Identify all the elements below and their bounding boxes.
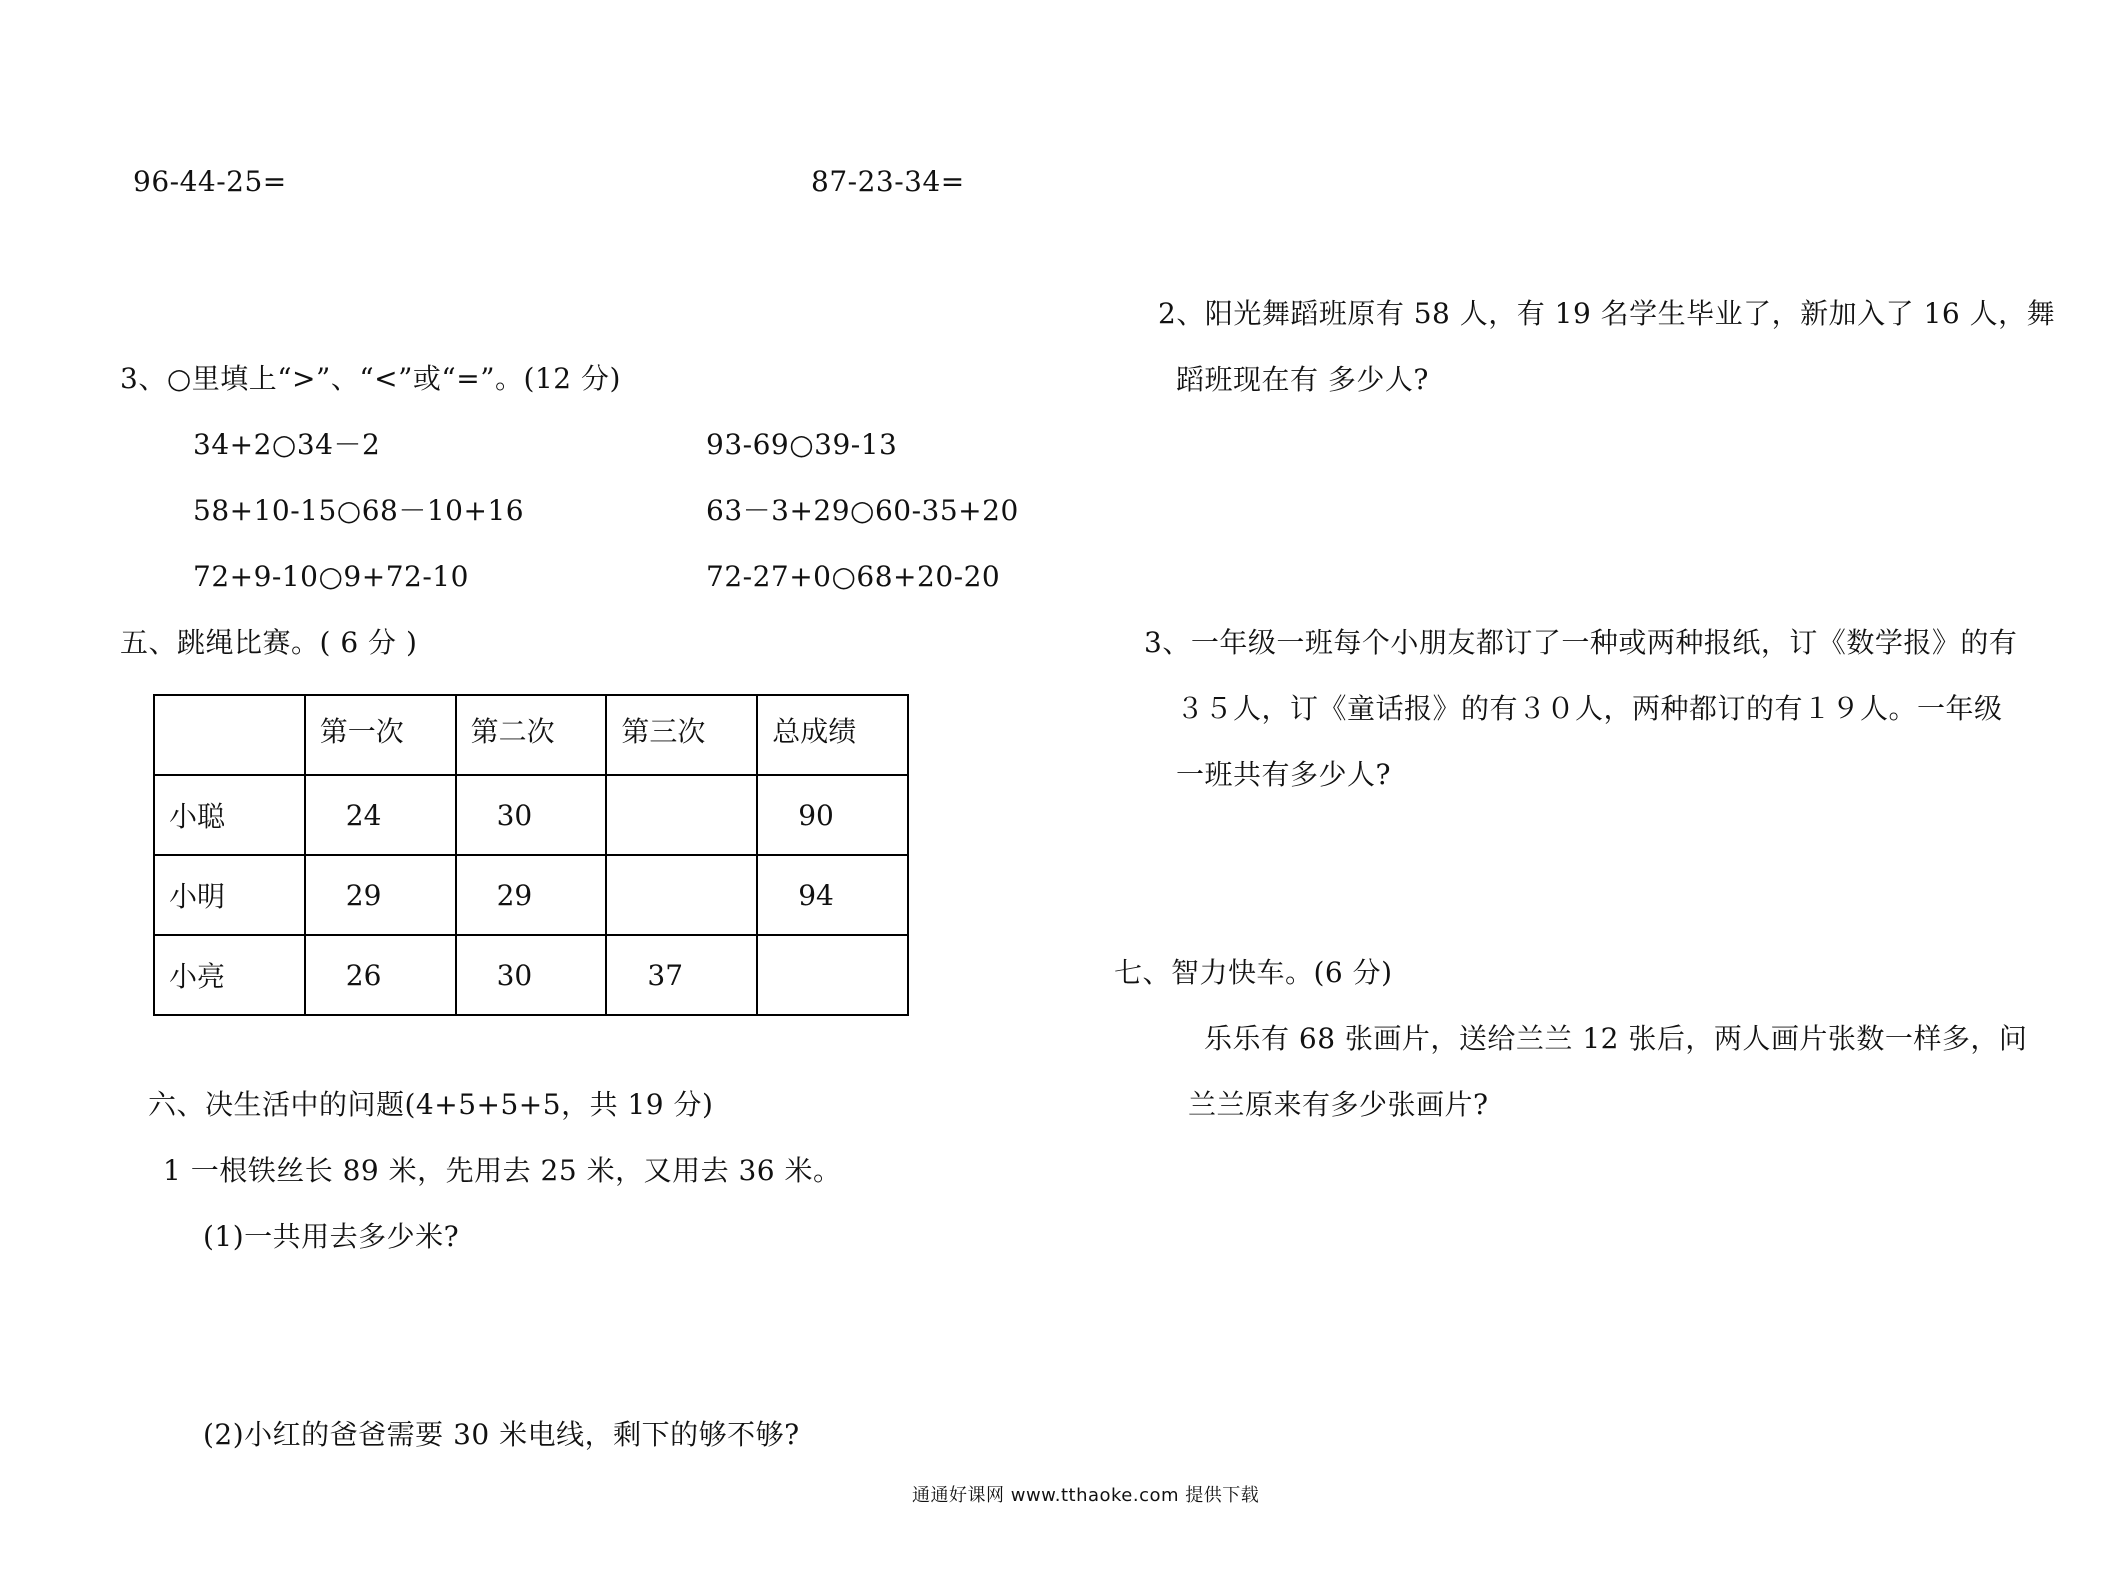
question-7-line-2: 兰兰原来有多少张画片? xyxy=(1188,1088,1489,1121)
table-cell-name: 小亮 xyxy=(154,935,305,1015)
compare-item: 93-69○39-13 xyxy=(706,428,898,461)
table-header-cell: 总成绩 xyxy=(757,695,908,775)
compare-item: 58+10-15○68－10+16 xyxy=(193,494,525,527)
question-6-3-line-2: ３５人，订《童话报》的有３０人，两种都订的有１９人。一年级 xyxy=(1176,692,2003,725)
table-cell: 94 xyxy=(757,855,908,935)
table-cell: 29 xyxy=(456,855,607,935)
question-7-title: 七、智力快车。(6 分) xyxy=(1114,956,1393,989)
compare-item: 63－3+29○60-35+20 xyxy=(706,494,1019,527)
page-footer: 通通好课网 www.tthaoke.com 提供下载 xyxy=(912,1485,1260,1506)
compare-item: 34+2○34－2 xyxy=(193,428,381,461)
table-cell xyxy=(606,855,757,935)
question-3-title: 3、○里填上“>”、“<”或“=”。(12 分) xyxy=(120,362,621,395)
compare-item: 72+9-10○9+72-10 xyxy=(193,560,469,593)
table-header-cell xyxy=(154,695,305,775)
table-cell: 24 xyxy=(305,775,456,855)
table-header-cell: 第三次 xyxy=(606,695,757,775)
table-row xyxy=(154,935,908,1015)
jump-rope-score-table xyxy=(153,694,909,1016)
calc-expression-1: 96-44-25= xyxy=(133,165,287,198)
calc-expression-2: 87-23-34= xyxy=(811,165,965,198)
table-cell xyxy=(757,935,908,1015)
table-cell xyxy=(606,775,757,855)
question-6-2-line-1: 2、阳光舞蹈班原有 58 人，有 19 名学生毕业了，新加入了 16 人，舞 xyxy=(1158,297,2056,330)
question-6-1-part-1: (1)一共用去多少米? xyxy=(203,1220,460,1253)
question-7-line-1: 乐乐有 68 张画片，送给兰兰 12 张后，两人画片张数一样多，问 xyxy=(1204,1022,2028,1055)
compare-item: 72-27+0○68+20-20 xyxy=(706,560,1001,593)
table-header-cell: 第二次 xyxy=(456,695,607,775)
question-6-3-line-3: 一班共有多少人? xyxy=(1176,758,1392,791)
table-row xyxy=(154,855,908,935)
table-cell: 30 xyxy=(456,935,607,1015)
table-header-row xyxy=(154,695,908,775)
question-6-1-part-2: (2)小红的爸爸需要 30 米电线，剩下的够不够? xyxy=(203,1418,800,1451)
question-5-title: 五、跳绳比赛。( 6 分 ) xyxy=(120,626,418,659)
table-cell: 26 xyxy=(305,935,456,1015)
question-6-title: 六、决生活中的问题(4+5+5+5，共 19 分) xyxy=(148,1088,714,1121)
table-cell: 30 xyxy=(456,775,607,855)
table-cell-name: 小明 xyxy=(154,855,305,935)
table-cell: 37 xyxy=(606,935,757,1015)
question-6-1-text: 1 一根铁丝长 89 米，先用去 25 米，又用去 36 米。 xyxy=(163,1154,842,1187)
table-cell-name: 小聪 xyxy=(154,775,305,855)
table-cell: 29 xyxy=(305,855,456,935)
question-6-3-line-1: 3、一年级一班每个小朋友都订了一种或两种报纸，订《数学报》的有 xyxy=(1144,626,2018,659)
table-cell: 90 xyxy=(757,775,908,855)
table-row xyxy=(154,775,908,855)
question-6-2-line-2: 蹈班现在有 多少人? xyxy=(1176,363,1429,396)
table-header-cell: 第一次 xyxy=(305,695,456,775)
